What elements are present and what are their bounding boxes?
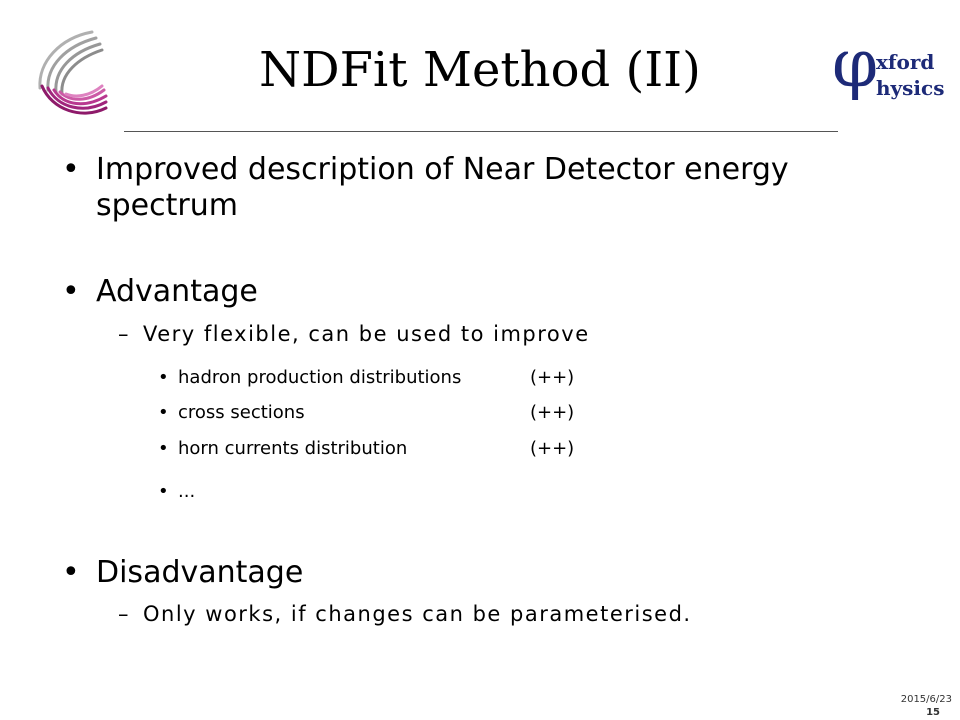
bullet-text: Disadvantage (96, 555, 304, 590)
bullet-marker: • (158, 402, 169, 423)
logo-word-xford: xford (876, 50, 935, 74)
sub-bullet-text: Only works, if changes can be parameterised. (143, 602, 692, 626)
logo-word-hysics: hysics (876, 76, 945, 100)
slide-title: NDFit Method (II) (259, 42, 701, 98)
page-number: 15 (926, 707, 940, 718)
bullet-text: Improved description of Near Detector energy spectrum (96, 152, 789, 223)
oxford-physics-logo (832, 25, 950, 108)
dash-marker: – (118, 602, 130, 626)
phi-symbol: φ (832, 25, 879, 102)
list-item-text: ... (178, 481, 196, 502)
bullet-marker: • (62, 152, 80, 187)
footer-date: 2015/6/23 (900, 694, 952, 705)
bullet-marker: • (62, 555, 80, 590)
list-item-text: horn currents distribution (178, 438, 408, 459)
bullet-text: Advantage (96, 274, 258, 309)
title-divider (124, 131, 838, 132)
list-item-tag: (++) (530, 402, 575, 423)
bullet-marker: • (158, 367, 169, 388)
bullet-marker: • (62, 274, 80, 309)
sub-bullet-text: Very flexible, can be used to improve (143, 322, 590, 346)
dash-marker: – (118, 322, 130, 346)
list-item-text: hadron production distributions (178, 367, 462, 388)
bullet-marker: • (158, 481, 169, 502)
list-item-tag: (++) (530, 367, 575, 388)
list-item-text: cross sections (178, 402, 305, 423)
list-item-tag: (++) (530, 438, 575, 459)
bullet-marker: • (158, 438, 169, 459)
